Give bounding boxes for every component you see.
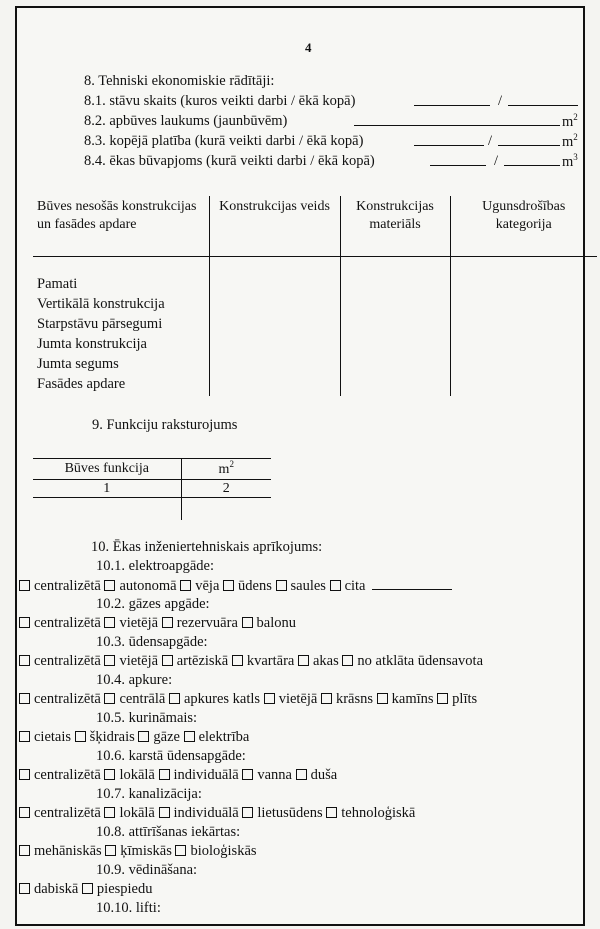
option-label: apkures katls: [183, 691, 261, 707]
checkbox-option[interactable]: [342, 653, 483, 669]
equipment-groups: [34, 557, 600, 918]
option-label: elektrība: [198, 729, 250, 745]
checkbox[interactable]: [105, 845, 116, 856]
checkbox[interactable]: [298, 655, 309, 666]
checkbox-option[interactable]: [232, 653, 295, 669]
checkbox[interactable]: [104, 769, 115, 780]
checkbox-option[interactable]: [104, 767, 154, 783]
section-title: 10. Ēkas inženiertehniskais aprīkojums:: [91, 539, 323, 555]
checkbox-option[interactable]: [169, 691, 260, 707]
section-title: 8. Tehniski ekonomiskie rādītāji:: [84, 73, 275, 89]
checkbox-option[interactable]: [159, 767, 239, 783]
option-label: lokālā: [119, 767, 155, 783]
group-label: 10.2. gāzes apgāde:: [96, 596, 210, 612]
option-label: tehnoloģiskā: [341, 805, 416, 821]
indicator-label: 8.1. stāvu skaits (kuros veikti darbi / ēkā kopā): [84, 93, 356, 109]
checkbox[interactable]: [175, 845, 186, 856]
other-blank[interactable]: [372, 576, 452, 590]
checkbox[interactable]: [159, 807, 170, 818]
option-label: no atklāta ūdensavota: [357, 653, 484, 669]
checkbox-option[interactable]: [242, 805, 322, 821]
checkbox-option[interactable]: [276, 578, 326, 594]
checkbox-option[interactable]: [296, 767, 338, 783]
construction-table: [33, 196, 597, 396]
column-number: 1: [33, 479, 181, 498]
checkbox[interactable]: [223, 580, 234, 591]
checkbox[interactable]: [242, 769, 253, 780]
checkbox-option[interactable]: [162, 653, 229, 669]
option-label: individuālā: [173, 805, 239, 821]
table-body-row: [33, 256, 597, 396]
checkbox-option[interactable]: [104, 653, 158, 669]
checkbox[interactable]: [296, 769, 307, 780]
option-label: artēziskā: [176, 653, 229, 669]
indicator-row: [84, 112, 578, 132]
checkbox[interactable]: [232, 655, 243, 666]
group-label: 10.4. apkure:: [96, 672, 173, 688]
group-label: 10.6. karstā ūdensapgāde:: [96, 748, 246, 764]
column-header: Būves funkcija: [33, 459, 181, 480]
group-label: 10.9. vēdināšana:: [96, 862, 198, 878]
checkbox[interactable]: [19, 807, 30, 818]
group-label: 10.8. attīrīšanas iekārtas:: [96, 824, 241, 840]
checkbox[interactable]: [184, 731, 195, 742]
checkbox-option[interactable]: [330, 578, 366, 594]
option-label: plīts: [452, 691, 478, 707]
checkbox[interactable]: [19, 883, 30, 894]
checkbox-option[interactable]: [298, 653, 339, 669]
checkbox[interactable]: [326, 807, 337, 818]
indicator-row: [84, 152, 578, 172]
separator: /: [494, 153, 499, 169]
checkbox-option[interactable]: [104, 578, 176, 594]
checkbox-option[interactable]: [19, 729, 71, 745]
checkbox[interactable]: [19, 580, 30, 591]
option-line: [19, 842, 600, 861]
checkbox-option[interactable]: [326, 805, 415, 821]
option-label: vietējā: [119, 615, 159, 631]
option-line: [19, 652, 600, 671]
checkbox[interactable]: [159, 769, 170, 780]
checkbox[interactable]: [276, 580, 287, 591]
checkbox-option[interactable]: [19, 691, 101, 707]
checkbox[interactable]: [242, 807, 253, 818]
group-label: 10.1. elektroapgāde:: [96, 558, 214, 574]
function-input-cell[interactable]: [33, 498, 181, 520]
option-label: gāze: [153, 729, 180, 745]
checkbox[interactable]: [104, 693, 115, 704]
list-item: Jumta konstrukcija: [37, 335, 147, 352]
construction-type-cell[interactable]: [209, 256, 340, 396]
option-line: [19, 766, 600, 785]
column-header: Būves nesošās konstrukcijas un fasādes apdare: [33, 196, 209, 256]
checkbox[interactable]: [342, 655, 353, 666]
checkbox[interactable]: [104, 655, 115, 666]
option-label: akas: [313, 653, 339, 669]
checkbox-option[interactable]: [321, 691, 373, 707]
checkbox-option[interactable]: [159, 805, 239, 821]
page-number: 4: [305, 40, 312, 55]
group-label: 10.7. kanalizācija:: [96, 786, 202, 802]
option-label: centralizētā: [34, 691, 101, 707]
section-technical-indicators: [84, 72, 578, 172]
unit-label: $m^2$: [562, 132, 578, 150]
option-label: kamīns: [391, 691, 434, 707]
option-label: kvartāra: [246, 653, 295, 669]
option-label: ūdens: [238, 578, 272, 594]
checkbox-option[interactable]: [180, 578, 219, 594]
option-label: vanna: [257, 767, 292, 783]
checkbox-option[interactable]: [19, 881, 78, 897]
option-label: lokālā: [119, 805, 155, 821]
separator: /: [488, 133, 493, 149]
area-worked-blank[interactable]: [414, 132, 484, 146]
checkbox-option[interactable]: [19, 767, 101, 783]
group-label: 10.10. lifti:: [96, 900, 161, 916]
option-line: [19, 576, 600, 595]
checkbox[interactable]: [19, 731, 30, 742]
option-label: vietējā: [119, 653, 159, 669]
checkbox-option[interactable]: [19, 653, 101, 669]
option-label: krāsns: [335, 691, 374, 707]
list-item: Pamati: [37, 275, 78, 292]
column-header: $m^2$: [181, 459, 271, 480]
checkbox-option[interactable]: [377, 691, 434, 707]
option-label: bioloģiskās: [190, 843, 257, 859]
option-line: [19, 690, 600, 709]
checkbox-option[interactable]: [105, 843, 172, 859]
floors-worked-blank[interactable]: [414, 92, 490, 106]
checkbox[interactable]: [377, 693, 388, 704]
column-header: Ugunsdrošības kategorija: [450, 196, 597, 256]
area-input-cell[interactable]: [181, 498, 271, 520]
checkbox[interactable]: [19, 769, 30, 780]
option-line: [19, 880, 600, 899]
checkbox-option[interactable]: [104, 691, 165, 707]
function-table: [33, 458, 271, 520]
checkbox-option[interactable]: [162, 615, 238, 631]
unit-label: $m^3$: [562, 152, 578, 170]
option-label: individuālā: [173, 767, 239, 783]
checkbox-option[interactable]: [242, 615, 296, 631]
option-line: [19, 804, 600, 823]
section-function-title: 9. Funkciju raksturojums: [92, 417, 238, 433]
built-area-blank[interactable]: [354, 112, 560, 126]
checkbox[interactable]: [75, 731, 86, 742]
checkbox[interactable]: [180, 580, 191, 591]
fire-category-cell[interactable]: [450, 256, 597, 396]
checkbox-option[interactable]: [82, 881, 153, 897]
area-total-blank[interactable]: [498, 132, 560, 146]
column-header: Konstrukcijas materiāls: [340, 196, 450, 256]
option-label: ķīmiskās: [120, 843, 172, 859]
option-label: centralizētā: [34, 578, 101, 594]
checkbox[interactable]: [162, 617, 173, 628]
option-line: [19, 614, 600, 633]
group-label: 10.5. kurināmais:: [96, 710, 198, 726]
option-label: cita: [344, 578, 366, 594]
checkbox-option[interactable]: [104, 615, 158, 631]
form-page: [15, 6, 585, 926]
element-list: [33, 256, 209, 396]
construction-material-cell[interactable]: [340, 256, 450, 396]
option-label: vietējā: [278, 691, 318, 707]
table-row: [33, 498, 271, 520]
option-label: piespiedu: [96, 881, 153, 897]
option-label: duša: [310, 767, 338, 783]
checkbox-option[interactable]: [19, 615, 101, 631]
checkbox-option[interactable]: [437, 691, 477, 707]
indicator-row: [84, 92, 503, 112]
table-row: [33, 479, 271, 498]
section-engineering-equipment: [34, 538, 600, 918]
column-header: Konstrukcijas veids: [209, 196, 340, 256]
option-label: centralizētā: [34, 767, 101, 783]
checkbox-option[interactable]: [175, 843, 256, 859]
list-item: Fasādes apdare: [37, 375, 126, 392]
option-label: cietais: [34, 729, 72, 745]
checkbox[interactable]: [437, 693, 448, 704]
checkbox[interactable]: [19, 693, 30, 704]
checkbox-option[interactable]: [19, 578, 101, 594]
option-label: lietusūdens: [257, 805, 323, 821]
option-label: autonomā: [119, 578, 177, 594]
option-label: dabiskā: [34, 881, 79, 897]
indicator-label: 8.3. kopējā platība (kurā veikti darbi / ēkā kopā): [84, 133, 364, 149]
checkbox[interactable]: [264, 693, 275, 704]
floors-total-blank[interactable]: [508, 92, 578, 106]
option-label: vēja: [195, 578, 220, 594]
checkbox[interactable]: [138, 731, 149, 742]
checkbox-option[interactable]: [223, 578, 272, 594]
indicator-label: 8.4. ēkas būvapjoms (kurā veikti darbi / ēkā kopā): [84, 153, 375, 169]
checkbox-option[interactable]: [264, 691, 318, 707]
indicator-label: 8.2. apbūves laukums (jaunbūvēm): [84, 113, 288, 129]
checkbox[interactable]: [162, 655, 173, 666]
checkbox[interactable]: [104, 617, 115, 628]
option-label: šķidrais: [89, 729, 135, 745]
volume-total-blank[interactable]: [504, 152, 560, 166]
checkbox-option[interactable]: [138, 729, 180, 745]
checkbox-option[interactable]: [104, 805, 154, 821]
list-item: Vertikālā konstrukcija: [37, 295, 165, 312]
checkbox[interactable]: [19, 617, 30, 628]
checkbox[interactable]: [330, 580, 341, 591]
option-label: saules: [290, 578, 326, 594]
checkbox-option[interactable]: [19, 843, 102, 859]
checkbox[interactable]: [242, 617, 253, 628]
unit-label: $m^2$: [562, 112, 578, 130]
option-label: centralizētā: [34, 653, 101, 669]
option-label: balonu: [256, 615, 296, 631]
list-item: Starpstāvu pārsegumi: [37, 315, 163, 332]
checkbox-option[interactable]: [19, 805, 101, 821]
group-label: 10.3. ūdensapgāde:: [96, 634, 208, 650]
option-label: rezervuāra: [176, 615, 238, 631]
option-label: centralizētā: [34, 805, 101, 821]
checkbox-option[interactable]: [184, 729, 250, 745]
checkbox[interactable]: [104, 580, 115, 591]
checkbox[interactable]: [104, 807, 115, 818]
table-header-row: [33, 459, 271, 480]
checkbox[interactable]: [169, 693, 180, 704]
checkbox[interactable]: [321, 693, 332, 704]
checkbox[interactable]: [82, 883, 93, 894]
list-item: Jumta segums: [37, 355, 119, 372]
indicator-row: [84, 132, 578, 152]
column-number: 2: [181, 479, 271, 498]
checkbox[interactable]: [19, 845, 30, 856]
option-label: centralizētā: [34, 615, 101, 631]
checkbox-option[interactable]: [75, 729, 135, 745]
checkbox[interactable]: [19, 655, 30, 666]
checkbox-option[interactable]: [242, 767, 292, 783]
option-label: mehāniskās: [34, 843, 102, 859]
separator: /: [498, 93, 503, 109]
option-label: centrālā: [119, 691, 166, 707]
option-line: [19, 728, 600, 747]
table-header-row: [33, 196, 597, 256]
volume-worked-blank[interactable]: [430, 152, 486, 166]
